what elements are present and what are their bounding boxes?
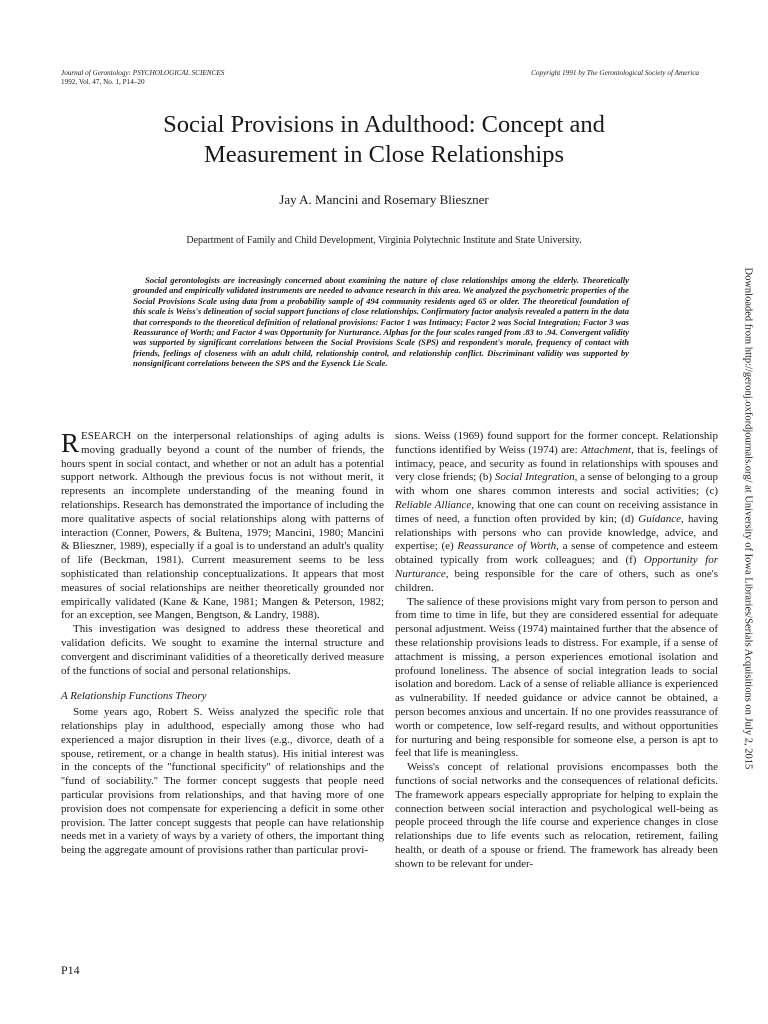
intro-text: ESEARCH on the interpersonal relationships of aging adults is moving gradually beyond a count of the number of friends, the hours spent in social contact, and whether or not an adult has a potential support network. Although the previous focus is not without merit, it represents an incomplete understanding of the meaning found in relationships. Research has demonstrated the importance of including the more qualitative aspects of social relationships along with patterns of interaction (Conner, Powers, & Bultena, 1979; Mancini, 1980; Mancini & Blieszner, 1989), especially if a goal is to understand an adult's quality of life (Beckman, 1981). Current measurement seems to be less sophisticated than relationship conceptualizations. It appears that most measures of social relationships are neither theoretically grounded nor empirically validated (Kane & Kane, 1981; Mangen & Peterson, 1982; for an exception, see Mangen, Bengtson, & Landry, 1988). — [61, 430, 384, 622]
intro-paragraph — [61, 430, 384, 623]
left-column — [61, 430, 384, 858]
text-run: knowing that one can count on receiving assistance in times of need, a function often provided by kin; (d) — [395, 498, 719, 525]
title-line-2: Measurement in Close Relationships — [204, 141, 564, 168]
journal-citation — [61, 69, 224, 87]
authors: Jay A. Mancini and Rosemary Blieszner — [279, 192, 489, 207]
text-run: a sense of belonging to a group with whom one shares common interests and social activities; (c) — [395, 471, 719, 498]
term-social-integration: Social Integration, — [494, 471, 578, 484]
term-reassurance-of-worth: Reassurance of Worth, — [457, 540, 559, 553]
article-title — [0, 110, 768, 170]
term-reliable-alliance: Reliable Alliance, — [395, 498, 475, 511]
term-attachment: Attachment, — [581, 443, 634, 456]
paragraph: Some years ago, Robert S. Weiss analyzed the specific role that relationships play in adulthood, especially among those who had experienced a major disruption in their lives (e.g., divorce, death of a spouse, retirement, or a change in health status). His initial interest was in the concepts of the ''functional specificity'' of relationships and the ''fund of sociability.'' The former concept suggests that people need particular provisions from relationships, and that having more of one provision does not compensate for experiencing a deficit in some other provision. The latter concept suggests that people can have relationship needs met in a variety of ways by a variety of others, the important thing being the aggregate amount of provisions rather than particular provi- — [61, 706, 384, 857]
paragraph: This investigation was designed to address these theoretical and validation deficits. We sought to examine the internal structure and convergent and discriminant validities of a theoretically derived measure of the functions of social and personal relationships. — [61, 623, 384, 677]
abstract: Social gerontologists are increasingly concerned about examining the nature of close relationships among the elderly. Theoretically grounded and empirically validated instruments are needed to advance research in this area. We analyzed the psychometric properties of the Social Provisions Scale using data from a probability sample of 494 community residents aged 65 or older. The theoretical foundation of this scale is Weiss's delineation of social support functions of close relationships. Confirmatory factor analysis revealed a pattern in the data that corresponds to the theoretical definition of relational provisions: Factor 1 was Intimacy; Factor 2 was Social Integration; Factor 3 was Reassurance of Worth; and Factor 4 was Opportunity for Nurturance. Alphas for the four scales ranged from .83 to .94. Convergent validity was supported by significant correlations between the Social Provisions Scale (SPS) and respondent's morale, frequency of contact with friends, feelings of closeness with an adult child, relationship control, and relationship conflict. Discriminant validity was supported by nonsignificant correlations between the SPS and the Eysenck Lie Scale. — [133, 275, 629, 369]
section-heading: A Relationship Functions Theory — [61, 690, 207, 703]
text-run: that is, feelings of intimacy, peace, and security as found in relationships with spouses and very close friends; (b) — [395, 443, 718, 484]
term-opportunity-for-nurturance: Opportunity for Nurturance, — [395, 554, 718, 580]
text-run: having relationships with persons who can provide knowledge, advice, and expertise; (e) — [395, 512, 718, 553]
text-run: a sense of competence and esteem obtained typically from work colleagues; and (f) — [395, 540, 718, 567]
page-number: P14 — [61, 963, 80, 977]
paragraph-provisions — [395, 430, 718, 596]
copyright-notice: Copyright 1991 by The Gerontological Society of America — [531, 69, 699, 77]
journal-name: Journal of Gerontology: PSYCHOLOGICAL SCIENCES — [61, 69, 225, 77]
text-run: being responsible for the care of others, such as one's children. — [395, 567, 718, 594]
download-note[interactable]: Downloaded from http://geronj.oxfordjournals.org/ at University of Iowa Libraries/Serials Acquisitions on July 2, 2015 — [742, 267, 754, 770]
term-guidance: Guidance, — [638, 512, 684, 525]
download-watermark — [738, 267, 758, 770]
paragraph: The salience of these provisions might vary from person to person and from time to time in life, but they are considered essential for adequate personal adjustment. Weiss (1974) maintained further that the absence of these relationship provisions leads to distress. For example, if a sense of attachment is missing, a person experiences emotional isolation and profound loneliness. The absence of social integration leads to social isolation and boredom. Lack of a sense of reliable alliance is experienced as vulnerability. If needed guidance or advice cannot be obtained, a person becomes anxious and uncertain. If no one provides reassurance of worth or competence, low self-regard results, and without opportunities for nurturing and being responsible for someone else, a person is apt to feel that life is meaningless. — [395, 595, 718, 760]
title-line-1: Social Provisions in Adulthood: Concept and — [163, 111, 605, 138]
right-column — [395, 430, 718, 872]
journal-volume: 1992, Vol. 47, No. 1, P14–20 — [61, 78, 145, 86]
drop-cap: R — [61, 428, 80, 458]
text-run: sions. Weiss (1969) found support for the former concept. Relationship functions identified by Weiss (1974) are: — [395, 430, 718, 456]
affiliation: Department of Family and Child Development, Virginia Polytechnic Institute and State University. — [186, 235, 582, 246]
paragraph: Weiss's concept of relational provisions encompasses both the functions of social networks and the consequences of relational deficits. The framework appears especially appropriate for helping to explain the connection between social interaction and psychological well-being as people proceed through the life course and experience changes in close relationships due to life events such as relocation, retirement, failing health, or death of a spouse or friend. The framework has already been shown to be relevant for under- — [395, 761, 718, 870]
